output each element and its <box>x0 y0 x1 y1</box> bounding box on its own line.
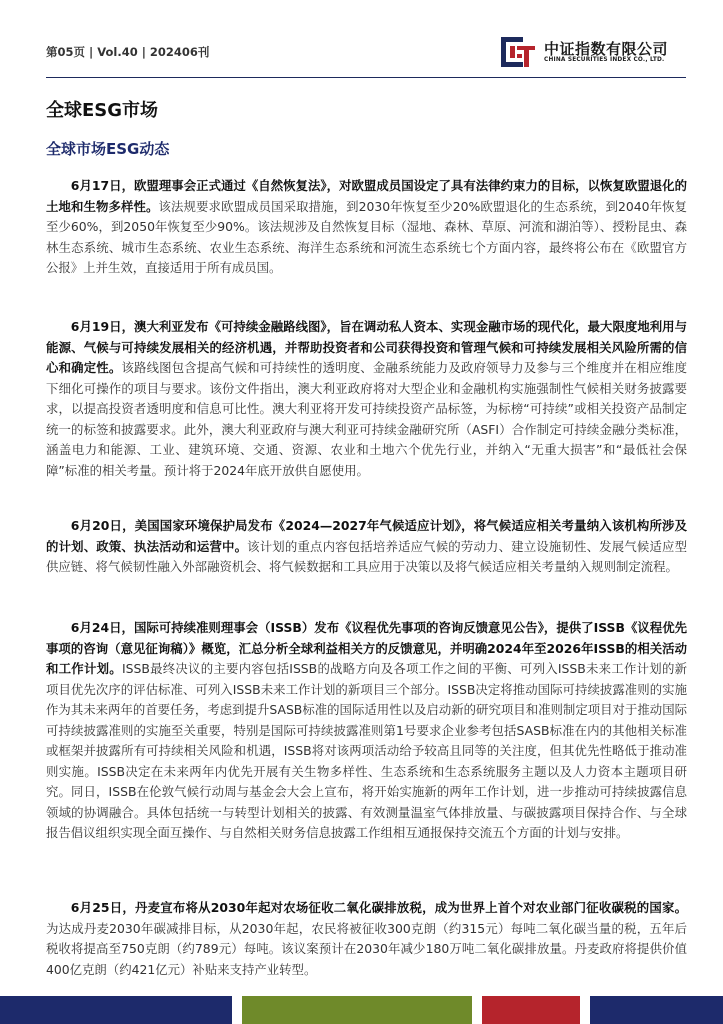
news-body: 该法规要求欧盟成员国采取措施，到2030年恢复至少20%欧盟退化的生态系统，到2040年恢复至少60%，到2050年恢复至少90%。该法规涉及自然恢复目标（湿地、森林、草原、河流和湖泊等）、授粉昆虫、森林生态系统、城市生态系统、农业生态系统、海洋生态系统和河流生态系统七个方面内容，最终将公布在《欧盟官方公报》上并生效，直接适用于所有成员国。 <box>46 198 688 275</box>
company-logo <box>500 34 700 70</box>
news-body: 该计划的重点内容包括培养适应气候的劳动力、建立设施韧性、发展气候适应型供应链、将气候韧性融入外部融资机会、将气候数据和工具应用于决策以及将气候适应相关考量纳入规则制定流程。 <box>46 538 688 574</box>
news-body: ISSB最终决议的主要内容包括ISSB的战略方向及各项工作之间的平衡、可列入ISSB未来工作计划的新项目优先次序的评估标准、可列入ISSB未来工作计划的新项目三个部分。ISSB决定将推动国际可持续披露准则的实施作为其未来两年的首要任务，考虑到提升SASB标准的国际适用性以及启动新的研究项目和准则制定项目对于推动国际可持续披露准则的实施至关重要，特别是国际可持续披露准则第1号要求企业参考包括SASB标准在内的其他相关标准或框架并披露所有可持续相关风险和机遇，ISSB将对该两项活动给予较高且同等的关注度，但其优先性略低于推动准则实施。ISSB决定在未来两年内优先开展有关生物多样性、生态系统和生态系统服务主题以及人力资本主题项目研究。同日，ISSB在伦敦气候行动周与基金会大会上宣布，将开始实施新的两年工作计划，进一步推动可持续披露信息领域的协调融合。具体包括统一与转型计划相关的披露、有效测量温室气体排放量、与碳披露项目保持合作、与全球报告倡议组织实现全面互操作、与自然相关财务信息披露工作组相互通报保持交流五个方面的计划与安排。 <box>46 661 688 840</box>
logo-english-name: CHINA SECURITIES INDEX CO., LTD. <box>544 57 665 63</box>
news-item <box>46 516 687 578</box>
news-item <box>46 618 687 844</box>
footer-bar-olive <box>242 996 472 1024</box>
csi-logo-icon <box>500 34 536 70</box>
news-lead: 6月20日，美国国家环境保护局发布《2024—2027年气候适应计划》，将气候适应相关考量纳入该机构所涉及的计划、政策、执法活动和运营中。 <box>46 518 687 554</box>
subsection-title: 全球市场ESG动态 <box>46 140 170 158</box>
page-info: 第05页 | Vol.40 | 202406刊 <box>46 45 210 59</box>
footer-bar-red <box>482 996 580 1024</box>
news-body: 为达成丹麦2030年碳减排目标，从2030年起，农民将被征收300克朗（约315元）每吨二氧化碳当量的税，五年后税收将提高至750克朗（约789元）每吨。该议案预计在2030年减少180万吨二氧化碳排放量。丹麦政府将提供价值400亿克朗（约421亿元）补贴来支持产业转型。 <box>46 920 687 977</box>
news-body: 该路线图包含提高气候和可持续性的透明度、金融系统能力及政府领导力及参与三个维度并在相应维度下细化可操作的项目与要求。该份文件指出，澳大利亚政府将对大型企业和金融机构实施强制性气候相关财务披露要求，以提高投资者透明度和信息可比性。澳大利亚将开发可持续投资产品标签，为标榜“可持续”或相关投资产品制定统一的标签和披露要求。此外，澳大利亚政府与澳大利亚可持续金融研究所（ASFI）合作制定可持续金融分类标准，涵盖电力和能源、工业、建筑环境、交通、资源、农业和土地六个优先行业，并纳入“无重大损害”和“最低社会保障”标准的相关考量。预计将于2024年底开放供自愿使用。 <box>46 360 688 478</box>
footer-color-bar <box>0 996 723 1024</box>
news-lead: 6月19日，澳大利亚发布《可持续金融路线图》，旨在调动私人资本、实现金融市场的现代化，最大限度地利用与能源、气候与可持续发展相关的经济机遇，并帮助投资者和公司获得投资和管理气候和可持续发展相关风险所需的信心和确定性。 <box>46 319 687 375</box>
footer-bar-navy-left <box>0 996 232 1024</box>
logo-chinese-name: 中证指数有限公司 <box>544 40 669 58</box>
footer-bar-navy-right <box>590 996 723 1024</box>
news-item <box>46 898 687 980</box>
news-item <box>46 317 687 481</box>
news-item <box>46 176 687 279</box>
section-title: 全球ESG市场 <box>46 100 159 121</box>
news-lead: 6月17日，欧盟理事会正式通过《自然恢复法》，对欧盟成员国设定了具有法律约束力的目标，以恢复欧盟退化的土地和生物多样性。 <box>46 178 687 214</box>
header-divider <box>46 77 686 78</box>
news-lead: 6月24日，国际可持续准则理事会（ISSB）发布《议程优先事项的咨询反馈意见公告》，提供了ISSB《议程优先事项的咨询（意见征询稿）》概览，汇总分析全球利益相关方的反馈意见，并明确2024年至2026年ISSB的相关活动和工作计划。 <box>46 620 687 676</box>
news-lead: 6月25日，丹麦宣布将从2030年起对农场征收二氧化碳排放税，成为世界上首个对农业部门征收碳税的国家。 <box>70 900 687 915</box>
